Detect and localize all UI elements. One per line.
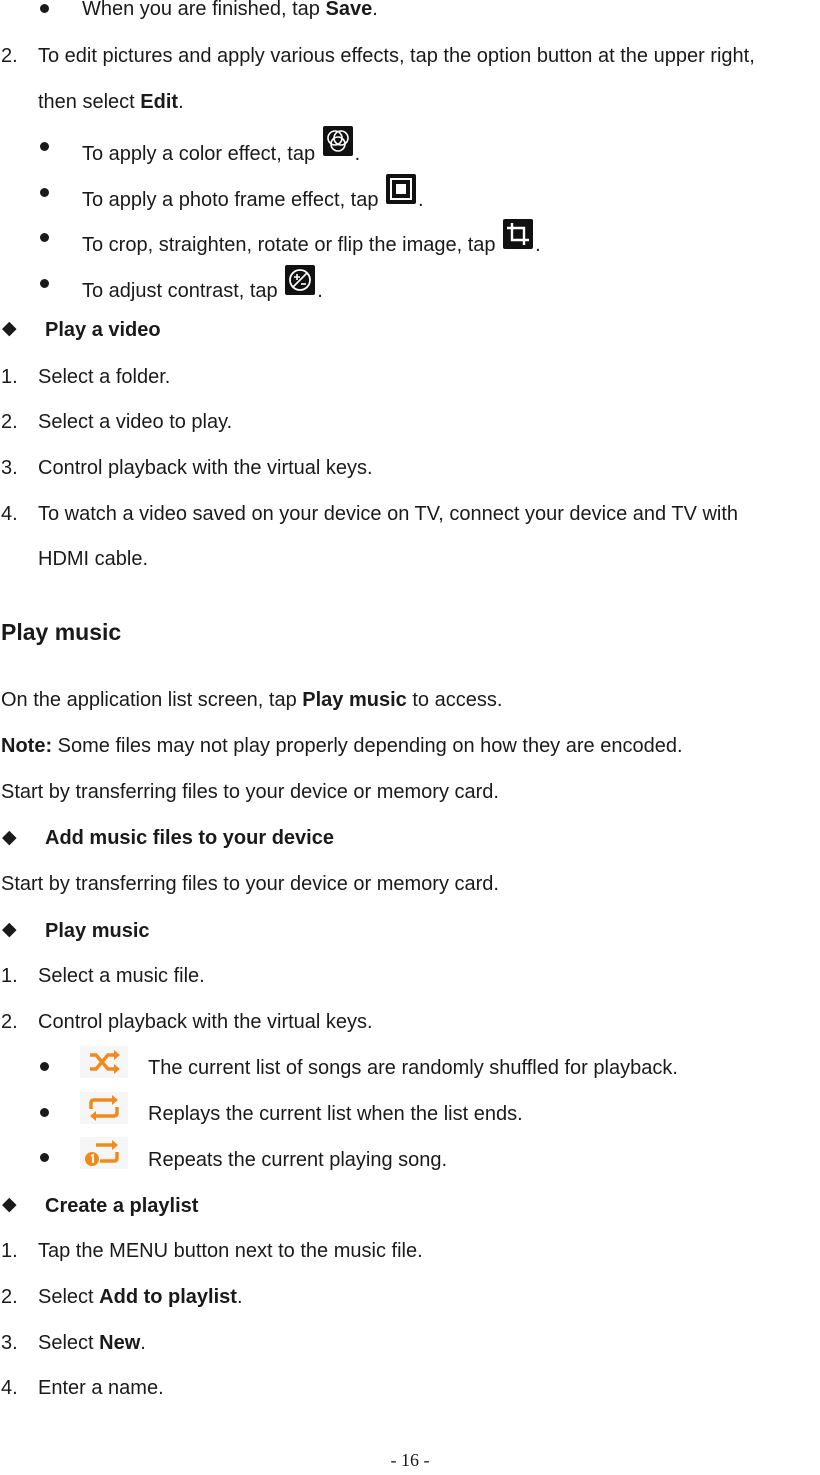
step-number: 1. — [1, 1240, 18, 1262]
diamond-bullet: ◆ — [2, 827, 17, 848]
repeat-one-icon — [80, 1137, 128, 1169]
repeat-one-description: Repeats the current playing song. — [148, 1149, 448, 1171]
bullet — [40, 233, 49, 242]
step-number: 1. — [1, 965, 18, 987]
step-number: 4. — [1, 1377, 18, 1399]
bullet — [40, 1153, 49, 1162]
playlist-step: Tap the MENU button next to the music file. — [38, 1240, 423, 1262]
diamond-bullet: ◆ — [2, 919, 17, 940]
video-heading: Play a video — [45, 319, 161, 341]
crop-icon — [503, 219, 533, 249]
video-step: Control playback with the virtual keys. — [38, 457, 373, 479]
bullet — [40, 142, 49, 151]
shuffle-description: The current list of songs are randomly shuffled for playback. — [148, 1057, 678, 1079]
playlist-step: Select New. — [38, 1332, 146, 1354]
photo-frame-line: To apply a photo frame effect, tap . — [82, 182, 424, 212]
step-number: 4. — [1, 503, 18, 525]
contrast-line: To adjust contrast, tap . — [82, 273, 323, 303]
repeat-all-description: Replays the current list when the list ends. — [148, 1103, 523, 1125]
start-text: Start by transferring files to your device or memory card. — [1, 781, 499, 803]
step-number: 3. — [1, 457, 18, 479]
crop-line: To crop, straighten, rotate or flip the image, tap . — [82, 227, 541, 257]
step-number: 2. — [1, 1011, 18, 1033]
bullet — [40, 4, 49, 13]
note: Note: Some files may not play properly depending on how they are encoded. — [1, 735, 683, 757]
music-intro: On the application list screen, tap Play music to access. — [1, 689, 503, 711]
step-number: 1. — [1, 366, 18, 388]
step-number: 2. — [1, 45, 18, 67]
bullet — [40, 279, 49, 288]
diamond-bullet: ◆ — [2, 1194, 17, 1215]
music-step: Select a music file. — [38, 965, 205, 987]
video-step: Select a folder. — [38, 366, 171, 388]
save-instruction: When you are finished, tap Save. — [82, 0, 378, 20]
music-step: Control playback with the virtual keys. — [38, 1011, 373, 1033]
color-effect-line: To apply a color effect, tap . — [82, 136, 360, 166]
video-step: To watch a video saved on your device on TV, connect your device and TV with — [38, 503, 739, 525]
add-music-heading: Add music files to your device — [45, 827, 334, 849]
section-title: Play music — [1, 619, 122, 645]
shuffle-icon — [80, 1046, 128, 1078]
step-number: 3. — [1, 1332, 18, 1354]
photo-frame-icon — [386, 174, 416, 204]
color-effect-icon — [323, 126, 353, 156]
edit-step-line1: To edit pictures and apply various effects, tap the option button at the upper right, — [38, 45, 755, 67]
add-music-text: Start by transferring files to your device or memory card. — [1, 873, 499, 895]
edit-step-line2: then select Edit. — [38, 91, 184, 113]
playlist-step: Select Add to playlist. — [38, 1286, 243, 1308]
bullet — [40, 1108, 49, 1117]
bullet — [40, 188, 49, 197]
playlist-heading: Create a playlist — [45, 1195, 199, 1217]
step-number: 2. — [1, 1286, 18, 1308]
playlist-step: Enter a name. — [38, 1377, 164, 1399]
page-number: - 16 - — [390, 1450, 430, 1470]
play-music-heading: Play music — [45, 920, 150, 942]
video-step: Select a video to play. — [38, 411, 233, 433]
repeat-icon — [80, 1092, 128, 1124]
video-step-cont: HDMI cable. — [38, 548, 149, 570]
bullet — [40, 1062, 49, 1071]
step-number: 2. — [1, 411, 18, 433]
contrast-icon — [285, 265, 315, 295]
diamond-bullet: ◆ — [2, 318, 17, 339]
